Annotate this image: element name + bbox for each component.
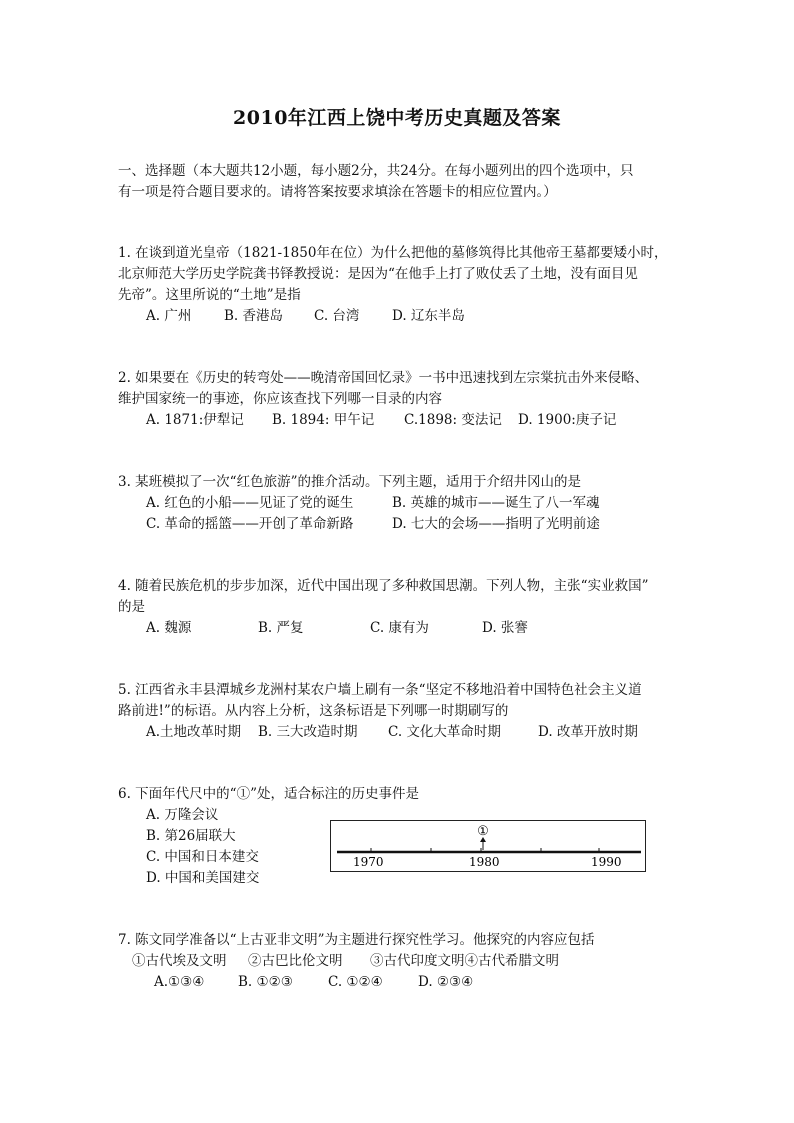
q7-item-1: ①古代埃及文明 — [132, 953, 227, 969]
page-title: 2010年江西上饶中考历史真题及答案 — [233, 107, 561, 129]
timeline-marker: ① — [477, 824, 489, 839]
q4-option-a[interactable]: A. 魏源 — [146, 620, 192, 636]
q7-option-d[interactable]: D. ②③④ — [418, 974, 474, 990]
q4-line-2: 的是 — [118, 599, 145, 615]
q3-option-a[interactable]: A. 红色的小船——见证了党的诞生 — [146, 495, 354, 511]
q7-option-c[interactable]: C. ①②④ — [328, 974, 383, 990]
section-line-1: 一、选择题（本大题共12小题，每小题2分，共24分。在每小题列出的四个选项中，只 — [118, 163, 634, 179]
q1-line-1: 1. 在谈到道光皇帝（1821-1850年在位）为什么把他的墓修筑得比其他帝王墓都要矮小时， — [118, 245, 668, 261]
q7-item-2: ②古巴比伦文明 — [248, 953, 343, 969]
q3-option-c[interactable]: C. 革命的摇篮——开创了革命新路 — [146, 516, 354, 532]
q1-option-b[interactable]: B. 香港岛 — [224, 308, 284, 324]
q6-option-a[interactable]: A. 万隆会议 — [146, 807, 219, 823]
q5-option-c[interactable]: C. 文化大革命时期 — [388, 724, 501, 740]
timeline-year-1980: 1980 — [469, 855, 500, 869]
q5-line-2: 路前进!”的标语。从内容上分析，这条标语是下列哪一时期刷写的 — [118, 703, 509, 719]
q6-option-d[interactable]: D. 中国和美国建交 — [146, 870, 260, 886]
q3-option-d[interactable]: D. 七大的会场——指明了光明前途 — [392, 516, 600, 532]
q2-option-c[interactable]: C.1898: 变法记 — [404, 412, 502, 428]
q7-line-1: 7. 陈文同学准备以“上古亚非文明”为主题进行探究性学习。他探究的内容应包括 — [118, 932, 595, 948]
q7-option-b[interactable]: B. ①②③ — [238, 974, 293, 990]
q6-line-1: 6. 下面年代尺中的“①”处，适合标注的历史事件是 — [118, 786, 419, 802]
q5-option-d[interactable]: D. 改革开放时期 — [538, 724, 638, 740]
q4-line-1: 4. 随着民族危机的步步加深，近代中国出现了多种救国思潮。下列人物，主张“实业救国” — [118, 578, 649, 594]
q1-line-3: 先帝”。这里所说的“土地”是指 — [118, 287, 301, 303]
q5-option-a[interactable]: A.土地改革时期 — [146, 724, 242, 740]
q1-option-a[interactable]: A. 广州 — [146, 308, 192, 324]
q3-option-b[interactable]: B. 英雄的城市——诞生了八一军魂 — [392, 495, 600, 511]
section-line-2: 有一项是符合题目要求的。请将答案按要求填涂在答题卡的相应位置内。） — [118, 184, 557, 200]
q2-line-1: 2. 如果要在《历史的转弯处——晚清帝国回忆录》一书中迅速找到左宗棠抗击外来侵略、 — [118, 370, 649, 386]
q2-option-b[interactable]: B. 1894: 甲午记 — [272, 412, 375, 428]
q5-line-1: 5. 江西省永丰县潭城乡龙洲村某农户墙上刷有一条“坚定不移地沿着中国特色社会主义道 — [118, 682, 642, 698]
q1-option-c[interactable]: C. 台湾 — [314, 308, 360, 324]
q5-option-b[interactable]: B. 三大改造时期 — [258, 724, 358, 740]
q1-option-d[interactable]: D. 辽东半岛 — [392, 308, 465, 324]
q6-option-b[interactable]: B. 第26届联大 — [146, 828, 236, 844]
q4-option-c[interactable]: C. 康有为 — [370, 620, 429, 636]
q7-item-3-4: ③古代印度文明④古代希腊文明 — [370, 953, 559, 969]
q7-option-a[interactable]: A.①③④ — [154, 974, 205, 990]
q2-option-a[interactable]: A. 1871:伊犁记 — [146, 412, 244, 428]
q6-option-c[interactable]: C. 中国和日本建交 — [146, 849, 259, 865]
q2-option-d[interactable]: D. 1900:庚子记 — [518, 412, 617, 428]
timeline-year-1990: 1990 — [591, 855, 622, 869]
q3-line-1: 3. 某班模拟了一次“红色旅游”的推介活动。下列主题，适用于介绍井冈山的是 — [118, 474, 581, 490]
timeline-figure — [330, 820, 646, 872]
timeline-year-1970: 1970 — [353, 855, 384, 869]
q4-option-d[interactable]: D. 张謇 — [482, 620, 528, 636]
q2-line-2: 维护国家统一的事迹，你应该查找下列哪一目录的内容 — [118, 391, 442, 407]
q4-option-b[interactable]: B. 严复 — [258, 620, 304, 636]
q1-line-2: 北京师范大学历史学院龚书铎教授说：是因为“在他手上打了败仗丢了土地，没有面目见 — [118, 266, 638, 282]
